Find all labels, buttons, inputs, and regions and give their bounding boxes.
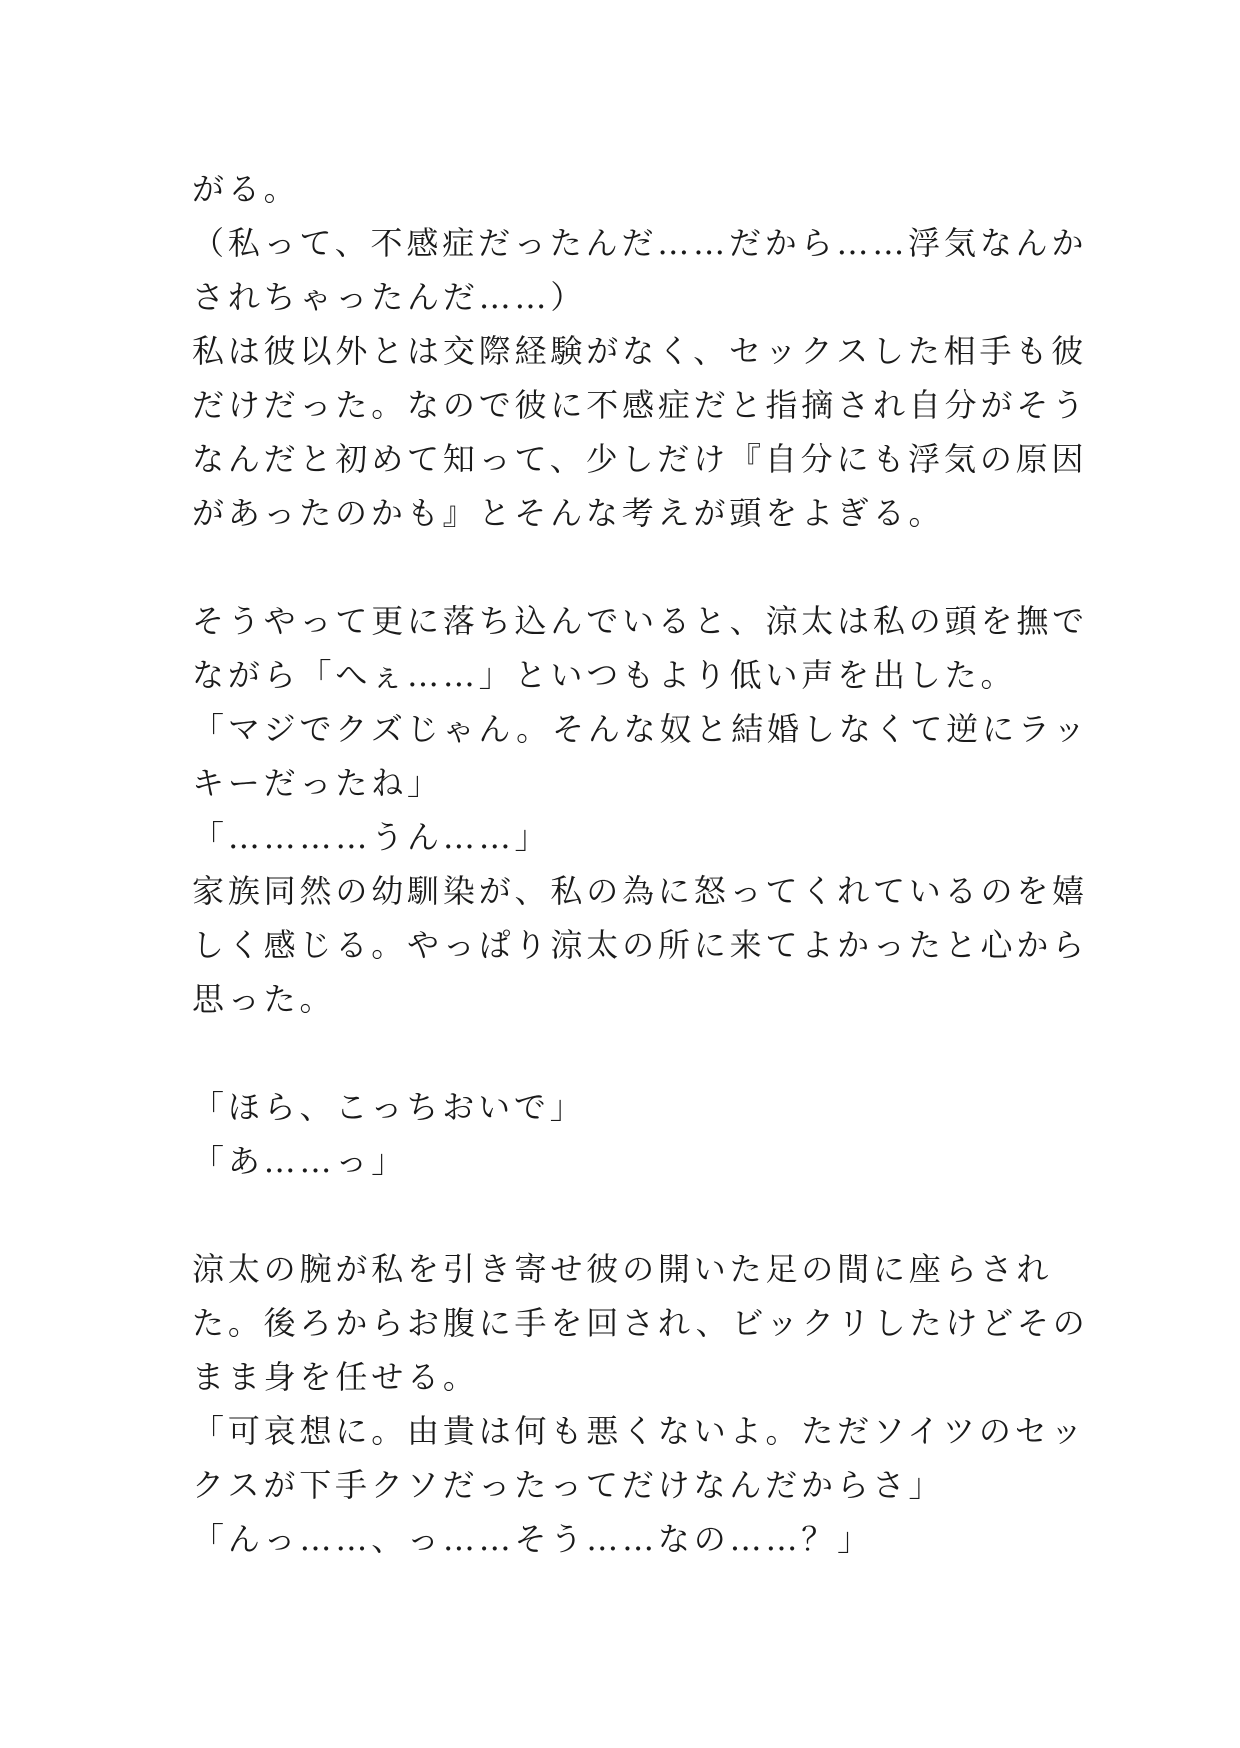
text-line: 「ほら、こっちおいで」 bbox=[192, 1088, 586, 1126]
text-line: 私は彼以外とは交際経験がなく、セックスした相手も彼 bbox=[192, 332, 1088, 370]
text-line: そうやって更に落ち込んでいると、涼太は私の頭を撫で bbox=[192, 602, 1089, 640]
text-line: 「んっ……、っ……そう……なの……？」 bbox=[192, 1520, 873, 1558]
text-line: 「可哀想に。由貴は何も悪くないよ。ただソイツのセッ bbox=[192, 1412, 1087, 1450]
text-line: ながら「へぇ……」といつもより低い声を出した。 bbox=[192, 656, 1017, 694]
text-line: まま身を任せる。 bbox=[192, 1358, 479, 1396]
text-line: た。後ろからお腹に手を回され、ビックリしたけどその bbox=[192, 1304, 1089, 1342]
text-line: 思った。 bbox=[192, 980, 336, 1018]
text-line: 家族同然の幼馴染が、私の為に怒ってくれているのを嬉 bbox=[192, 872, 1089, 910]
text-line: がる。 bbox=[192, 170, 300, 208]
text-line: キーだったね」 bbox=[192, 764, 443, 802]
text-line: されちゃったんだ……） bbox=[192, 278, 587, 316]
text-line: なんだと初めて知って、少しだけ『自分にも浮気の原因 bbox=[192, 440, 1088, 478]
body-text bbox=[192, 162, 1089, 1566]
text-line: 「…………うん……」 bbox=[192, 818, 551, 856]
text-line: だけだった。なので彼に不感症だと指摘され自分がそう bbox=[192, 386, 1089, 424]
text-line: 「マジでクズじゃん。そんな奴と結婚しなくて逆にラッ bbox=[192, 710, 1089, 748]
text-line: （私って、不感症だったんだ……だから……浮気なんか bbox=[192, 224, 1088, 262]
paragraph-break bbox=[192, 1026, 1072, 1080]
text-line: があったのかも』とそんな考えが頭をよぎる。 bbox=[192, 494, 945, 532]
text-line: 「あ……っ」 bbox=[192, 1142, 408, 1180]
paragraph-break bbox=[192, 1188, 1072, 1242]
text-line: クスが下手クソだったってだけなんだからさ」 bbox=[192, 1466, 945, 1504]
text-line: 涼太の腕が私を引き寄せ彼の開いた足の間に座らされ bbox=[192, 1250, 1053, 1288]
text-line: しく感じる。やっぱり涼太の所に来てよかったと心から bbox=[192, 926, 1089, 964]
paragraph-break bbox=[192, 540, 1072, 594]
